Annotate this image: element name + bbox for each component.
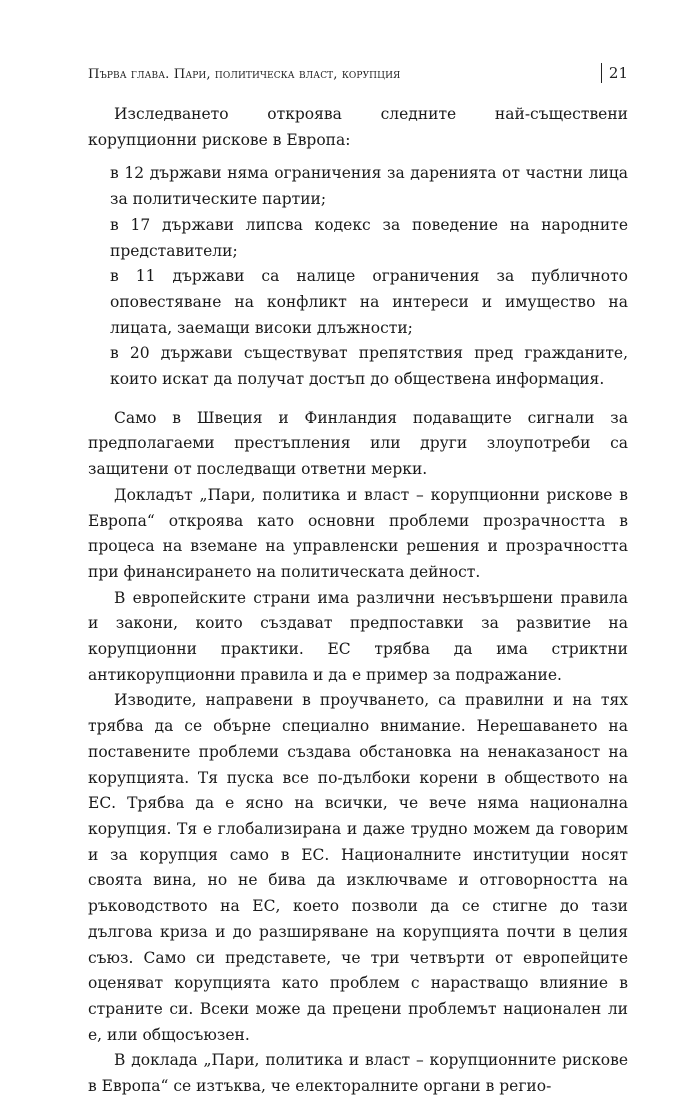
list-item: в 12 държави няма ограничения за даренията от частни лица за политическите партии; bbox=[110, 164, 628, 209]
list-item: в 11 държави са налице ограничения за публичното оповестяване на конфликт на интереси и имущество на лицата, заемащи високи длъжности; bbox=[110, 267, 628, 337]
paragraph: В доклада „Пари, политика и власт – корупционните рискове в Европа“ се изтъква, че електоралните органи в регио- bbox=[88, 1051, 628, 1096]
paragraph: В европейските страни има различни несъвършени правила и закони, които създават предпоставки за развитие на корупционни практики. ЕС трябва да има стриктни антикорупционни правила и да е пример за подражание. bbox=[88, 588, 628, 684]
intro-paragraph: Изследването откроява следните най-съществени корупционни рискове в Европа: bbox=[88, 105, 628, 149]
list-item: в 17 държави липсва кодекс за поведение на народните представители; bbox=[110, 215, 628, 260]
page-header bbox=[88, 62, 628, 88]
paragraph: Докладът „Пари, политика и власт – корупционни рискове в Европа“ откроява като основни проблеми прозрачността в процеса на вземане на управленски решения и прозрачността при финансирането на политическата дейност. bbox=[88, 485, 628, 581]
paragraph: Само в Швеция и Финландия подаващите сигнали за предполагаеми престъпления или други злоупотреби са защитени от последващи ответни мерки. bbox=[88, 408, 628, 479]
paragraph: Изводите, направени в проучването, са правилни и на тях трябва да се обърне специално внимание. Нерешаването на поставените проблеми създава обстановка на ненаказаност на корупцията. Тя пуска все по-дълбоки корени в обществото на ЕС. Трябва да е ясно на всички, че вече няма национална корупция. Тя е глобализирана и даже трудно можем да говорим и за корупция само в ЕС. Националните институции носят своята вина, но не бива да изключваме и отговорността на ръководството на ЕС, което позволи да се стигне до тази дългова криза и до разширяване на корупцията почти в целия съюз. Само си представете, че три четвърти от европейците оценяват корупцията като проблем с нарастващо влияние в страните си. Всеки може да прецени проблемът национален ли е, или общосъюзен. bbox=[88, 691, 628, 1044]
risk-list bbox=[110, 161, 628, 392]
running-head: Първа глава. Пари, политическа власт, корупция bbox=[88, 67, 401, 82]
page-number: 21 bbox=[601, 63, 628, 83]
body-text bbox=[88, 102, 628, 1100]
list-item: в 20 държави съществуват препятствия пред гражданите, които искат да получат достъп до обществена информация. bbox=[110, 344, 628, 389]
